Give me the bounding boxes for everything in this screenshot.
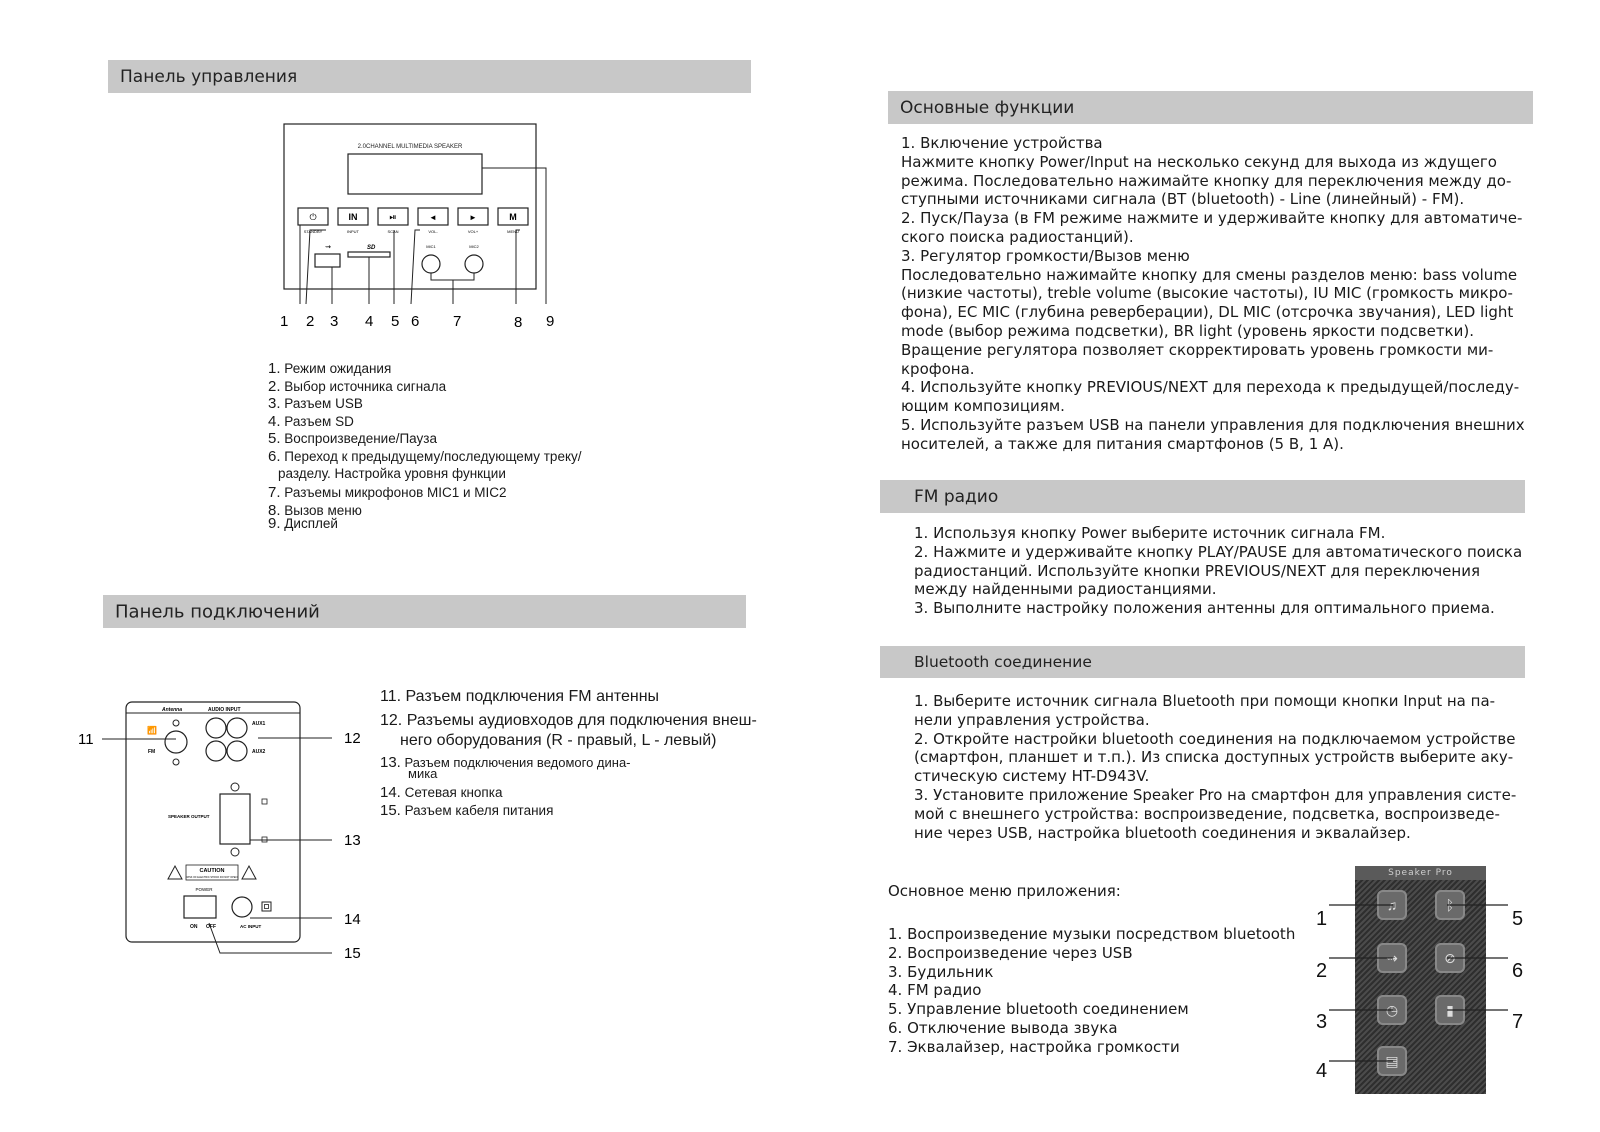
callout-2: 2 — [306, 313, 315, 330]
list-item: 3. Разъем USB — [268, 395, 363, 412]
text-line: ступными источниками сигнала (BT (bluetooth) - Line (линейный) - FM). — [901, 190, 1465, 209]
svg-text:⏻: ⏻ — [309, 212, 317, 222]
callout-7: 7 — [453, 313, 462, 330]
app-callout-3: 3 — [1316, 1011, 1328, 1033]
text-line: 2. Пуск/Пауза (в FM режиме нажмите и удерживайте кнопку для автоматиче- — [901, 209, 1523, 228]
text-line: мой с внешнего устройства: воспроизведение, подсветка, воспроизведе- — [914, 804, 1500, 823]
warning-icon — [242, 866, 256, 879]
fm-label: FM — [148, 749, 156, 755]
control-panel-header — [108, 60, 751, 93]
antenna-icon: 📶 — [147, 726, 157, 735]
callout-5: 5 — [391, 313, 400, 330]
callout-12: 12 — [344, 730, 361, 747]
standby-label: STANDBY — [303, 229, 323, 234]
app-callout-1: 1 — [1316, 908, 1328, 930]
list-item: 9. Дисплей — [268, 515, 338, 532]
fm-antenna-jack[interactable] — [165, 731, 187, 753]
control-panel-diagram — [270, 118, 590, 348]
app-menu-title — [888, 882, 1121, 901]
fm-radio-text — [914, 524, 1534, 618]
callout-9: 9 — [546, 313, 555, 330]
control-panel-title: Панель управления — [120, 66, 298, 87]
main-functions-text — [901, 134, 1541, 454]
list-item: 4. FM радио — [888, 981, 982, 1000]
text-line: режима. Последовательно нажимайте кнопку для переключения между до- — [901, 171, 1512, 190]
callout-11: 11 — [78, 731, 94, 748]
list-item: 15. Разъем кабеля питания — [380, 802, 554, 819]
menu-button[interactable] — [498, 208, 528, 225]
mic1-label: MIC1 — [426, 244, 436, 249]
input-button[interactable] — [338, 208, 368, 225]
control-panel-legend — [268, 360, 628, 540]
callout-14: 14 — [344, 911, 361, 928]
list-item: 13. Разъем подключения ведомого дина- — [380, 754, 631, 771]
equalizer-icon[interactable]: ▮ — [1435, 995, 1465, 1025]
app-callout-7: 7 — [1512, 1011, 1524, 1033]
screw — [231, 783, 239, 791]
vol-down-label: VOL- — [428, 229, 438, 234]
text-line: (смартфон, планшет и т.п.). Из списка доступных устройств выберите аку- — [914, 748, 1514, 767]
music-icon[interactable]: ♫ — [1377, 890, 1407, 920]
bluetooth-title: Bluetooth соединение — [914, 653, 1092, 671]
sd-slot[interactable] — [348, 252, 390, 257]
mute-icon[interactable]: ⊘ — [1435, 943, 1465, 973]
list-item: 1. Режим ожидания — [268, 360, 392, 377]
callout-1: 1 — [280, 313, 289, 330]
connection-panel-diagram — [70, 695, 370, 975]
double-insulation-inner — [265, 905, 269, 909]
svg-text:IN: IN — [348, 212, 358, 222]
list-item: 2. Выбор источника сигнала — [268, 378, 447, 395]
input-label: INPUT — [347, 229, 359, 234]
ac-input-label: AC INPUT — [240, 924, 262, 929]
text-line: 3. Регулятор громкости/Вызов меню — [901, 246, 1190, 265]
text-line: 1. Выберите источник сигнала Bluetooth при помощи кнопки Input на па- — [914, 692, 1496, 710]
list-item: мика — [408, 766, 438, 781]
bluetooth-header — [880, 646, 1525, 678]
text-line: 1. Включение устройства — [901, 134, 1103, 152]
text-line: 4. Используйте кнопку PREVIOUS/NEXT для перехода к предыдущей/последу- — [901, 378, 1520, 397]
mic2-label: MIC2 — [469, 244, 479, 249]
bluetooth-icon[interactable]: ᛒ — [1435, 890, 1465, 920]
text-line: 5. Используйте разъем USB на панели управления для подключения внешних — [901, 415, 1525, 434]
antenna-label: Antenna — [162, 707, 182, 713]
text-line: носителей, а также для питания смартфонов (5 В, 1 А). — [901, 434, 1344, 453]
play-pause-button[interactable] — [378, 208, 408, 225]
menu-label: MENU — [507, 229, 519, 234]
text-line: стическую систему HT-D943V. — [914, 767, 1150, 786]
text-line: ющим композициям. — [901, 397, 1065, 416]
warning-icon — [168, 866, 182, 879]
plus-icon — [262, 799, 267, 804]
text-line: mode (выбор режима подсветки), BR light (уровень яркости подсветки). — [901, 321, 1474, 340]
fm-radio-title: FM радио — [914, 486, 999, 507]
caution-subtext: RISK OF ELECTRIC SHOCK DO NOT OPEN — [186, 876, 238, 879]
text-line: Последовательно нажимайте кнопку для смены разделов меню: bass volume — [901, 265, 1518, 284]
text-line: 3. Выполните настройку положения антенны для оптимального приема. — [914, 599, 1495, 618]
app-menu-list — [888, 925, 1308, 1057]
callout-6: 6 — [411, 313, 420, 330]
text-line: Вращение регулятора позволяет скорректировать уровень громкости ми- — [901, 340, 1494, 359]
text-line: ского поиска радиостанций). — [901, 227, 1134, 246]
standby-button[interactable] — [298, 208, 328, 225]
app-callout-5: 5 — [1512, 908, 1524, 930]
radio-icon[interactable]: ▤ — [1377, 1046, 1407, 1076]
callout-3: 3 — [330, 313, 339, 330]
text-line: 3. Установите приложение Speaker Pro на смартфон для управления систе- — [914, 785, 1517, 804]
sd-symbol-icon: SD — [367, 245, 376, 251]
app-title-bar: Speaker Pro — [1355, 866, 1486, 880]
main-functions-header — [888, 91, 1533, 124]
power-switch[interactable] — [184, 896, 216, 918]
callout-8: 8 — [514, 314, 523, 331]
list-item: него оборудования (R - правый, L - левый) — [400, 732, 717, 749]
callout-15: 15 — [344, 945, 361, 962]
app-callout-4: 4 — [1316, 1060, 1328, 1082]
speaker-output-label: SPEAKER OUTPUT — [168, 814, 210, 819]
list-item: 6. Отключение вывода звука — [888, 1018, 1118, 1037]
power-label: POWER — [195, 887, 213, 892]
list-item: 3. Будильник — [888, 962, 994, 981]
list-item: 12. Разъемы аудиовходов для подключения внеш- — [380, 712, 757, 729]
off-label: OFF — [206, 924, 216, 930]
list-item: 5. Воспроизведение/Пауза — [268, 430, 437, 447]
caution-label: CAUTION — [199, 868, 225, 874]
mic1-knob[interactable] — [422, 255, 440, 273]
vol-up-label: VOL+ — [467, 229, 479, 234]
aux2-label: AUX2 — [252, 749, 266, 755]
aux2-left-jack[interactable] — [206, 741, 226, 761]
device-title: 2.0CHANNEL MULTIMEDIA SPEAKER — [357, 144, 463, 150]
callout-leaders — [300, 168, 546, 304]
app-callout-2: 2 — [1316, 960, 1328, 982]
list-item: 6. Переход к предыдущему/последующему треку/ — [268, 448, 582, 465]
text-line: крофона. — [901, 359, 975, 378]
text-line: радиостанций. Используйте кнопки PREVIOUS/NEXT для переключения — [914, 561, 1480, 580]
list-item: 2. Воспроизведение через USB — [888, 943, 1133, 962]
vol-down-button[interactable] — [418, 208, 448, 225]
aux1-label: AUX1 — [252, 721, 266, 727]
list-item: 8. Вызов меню — [268, 502, 362, 519]
text-line: 2. Нажмите и удерживайте кнопку PLAY/PAUSE для автоматического поиска — [914, 542, 1523, 561]
alarm-icon[interactable]: ◷ — [1377, 995, 1407, 1025]
usb-symbol-icon: ⇝ — [325, 244, 331, 251]
display-screen — [348, 154, 482, 194]
svg-text:◄: ◄ — [429, 213, 437, 222]
callout-leaders — [102, 738, 332, 953]
text-line: 1. Используя кнопку Power выберите источник сигнала FM. — [914, 524, 1386, 542]
usb-port[interactable] — [315, 254, 340, 267]
connection-panel-title: Панель подключений — [115, 601, 320, 622]
fm-radio-header — [880, 480, 1525, 513]
aux2-right-jack[interactable] — [227, 741, 247, 761]
aux1-right-jack[interactable] — [227, 718, 247, 738]
svg-text:►: ► — [469, 213, 477, 222]
connection-panel-header — [103, 595, 746, 628]
app-callout-6: 6 — [1512, 960, 1524, 982]
list-item: разделу. Настройка уровня функции — [278, 466, 506, 481]
on-label: ON — [190, 924, 198, 930]
double-insulation-icon — [262, 902, 271, 911]
list-item: 5. Управление bluetooth соединением — [888, 1000, 1189, 1019]
usb-icon[interactable]: ⇝ — [1377, 943, 1407, 973]
ac-input-socket[interactable] — [232, 897, 252, 917]
speaker-output-port[interactable] — [220, 794, 250, 844]
app-menu-heading: Основное меню приложения: — [888, 882, 1121, 900]
text-line: (низкие частоты), treble volume (высокие частоты), IU MIC (громкость микро- — [901, 284, 1513, 303]
list-item: 4. Разъем SD — [268, 413, 354, 430]
screw — [173, 720, 179, 726]
svg-text:⏯: ⏯ — [389, 212, 397, 222]
list-item: 1. Воспроизведение музыки посредством bluetooth — [888, 925, 1296, 943]
text-line: фона), EC MIC (глубина реверберации), DL MIC (отсрочка звучания), LED light — [901, 303, 1514, 322]
list-item: 11. Разъем подключения FM антенны — [380, 688, 660, 705]
list-item: 7. Эквалайзер, настройка громкости — [888, 1037, 1180, 1056]
text-line: между найденными радиостанциями. — [914, 580, 1217, 599]
bluetooth-text — [914, 692, 1534, 842]
list-item: 7. Разъемы микрофонов MIC1 и MIC2 — [268, 484, 507, 501]
scan-label: SCAN — [387, 229, 399, 234]
audio-input-label: AUDIO INPUT — [208, 707, 241, 713]
svg-text:M: M — [509, 212, 517, 222]
text-line: нели управления устройства. — [914, 710, 1150, 729]
text-line: ние через USB, настройка bluetooth соединения и эквалайзер. — [914, 823, 1411, 842]
callout-4: 4 — [365, 313, 374, 330]
text-line: Нажмите кнопку Power/Input на несколько секунд для выхода из ждущего — [901, 152, 1497, 171]
callout-13: 13 — [344, 832, 361, 849]
mic2-knob[interactable] — [465, 255, 483, 273]
screw — [231, 848, 239, 856]
main-functions-title: Основные функции — [900, 97, 1075, 118]
text-line: 2. Откройте настройки bluetooth соединения на подключаемом устройстве — [914, 729, 1516, 748]
connection-panel-legend — [380, 688, 780, 828]
list-item: 14. Сетевая кнопка — [380, 784, 503, 801]
screw — [173, 759, 179, 765]
vol-up-button[interactable] — [458, 208, 488, 225]
aux1-left-jack[interactable] — [206, 718, 226, 738]
